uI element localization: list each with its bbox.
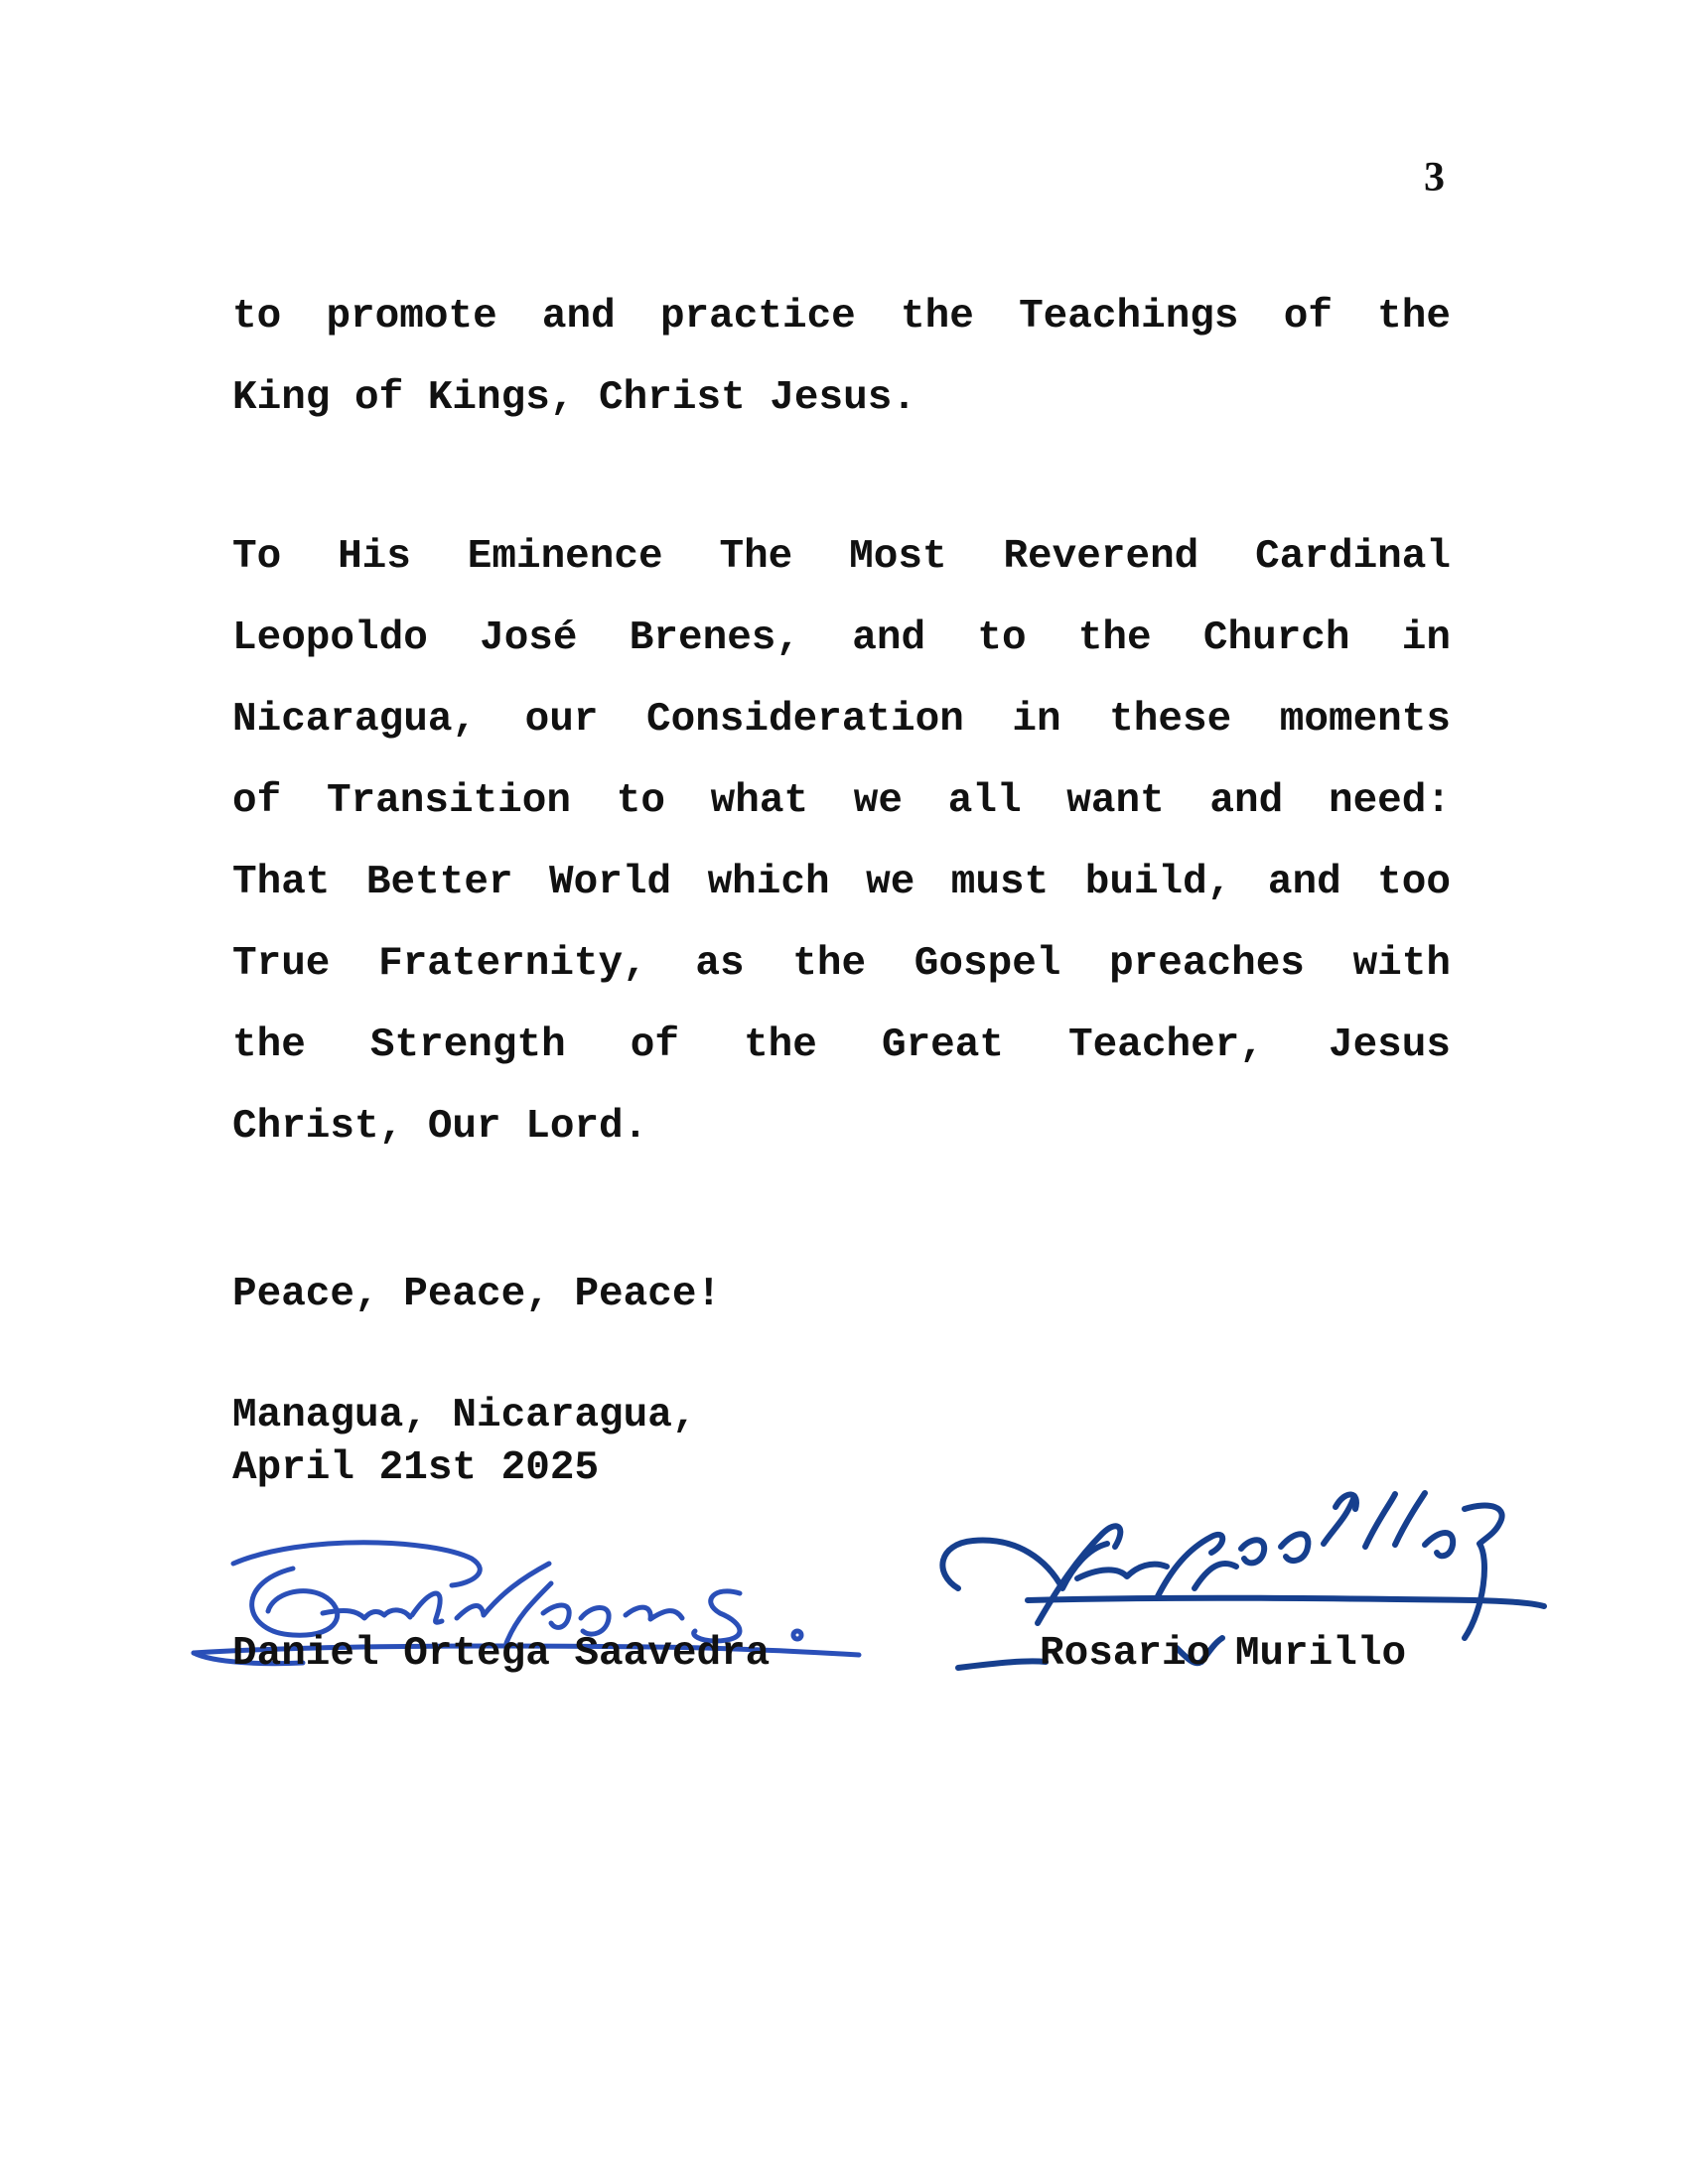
- text-line: King of Kings, Christ Jesus.: [232, 375, 916, 421]
- paragraph-dedication: [232, 516, 1451, 1167]
- text-line: Peace, Peace, Peace!: [232, 1272, 722, 1317]
- paragraph-intro: [232, 276, 1451, 439]
- text-line: Christ, Our Lord.: [232, 1104, 648, 1150]
- text-line: the Strength of the Great Teacher, Jesus: [232, 1023, 1451, 1068]
- signatory-name-ortega: Daniel Ortega Saavedra: [232, 1631, 771, 1677]
- signatory-name-murillo: Rosario Murillo: [1040, 1631, 1407, 1677]
- text-line: to promote and practice the Teachings of the: [232, 294, 1451, 340]
- paragraph-peace: [232, 1254, 1451, 1335]
- text-line: of Transition to what we all want and need:: [232, 778, 1451, 824]
- text-line: To His Eminence The Most Reverend Cardinal: [232, 534, 1451, 580]
- text-line: True Fraternity, as the Gospel preaches with: [232, 941, 1451, 987]
- text-line: That Better World which we must build, and too: [232, 860, 1451, 905]
- text-line: Leopoldo José Brenes, and to the Church in: [232, 615, 1451, 661]
- text-line: Nicaragua, our Consideration in these moments: [232, 697, 1451, 743]
- date: April 21st 2025: [232, 1445, 600, 1491]
- place: Managua, Nicaragua,: [232, 1393, 697, 1438]
- page-number: 3: [1424, 155, 1445, 201]
